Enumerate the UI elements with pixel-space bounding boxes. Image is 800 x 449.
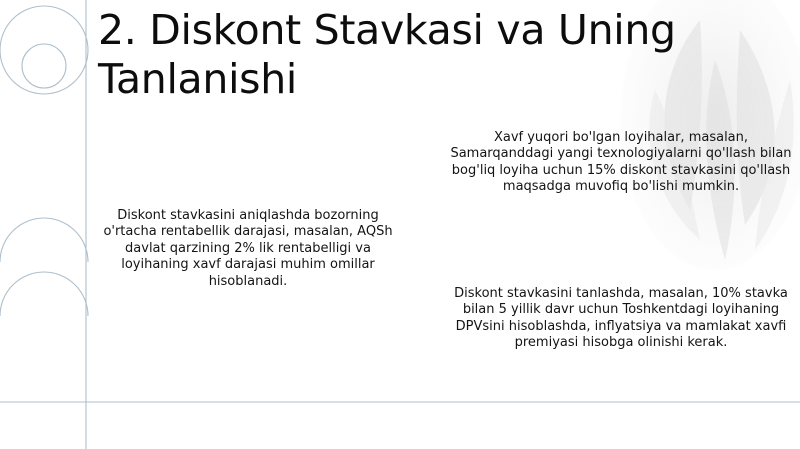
decorative-circle-large xyxy=(0,6,88,94)
decorative-arc-lower xyxy=(0,272,88,316)
paragraph-left: Diskont stavkasini aniqlashda bozorning o'rtacha rentabellik darajasi, masalan, AQSh davlat qarzining 2% lik rentabelligi va loyihaning xavf darajasi muhim omillar hisoblanadi. xyxy=(103,208,393,289)
paragraph-right-bottom: Diskont stavkasini tanlashda, masalan, 10% stavka bilan 5 yillik davr uchun Toshkentdagi loyihaning DPVsini hisoblashda, inflyatsiya va mamlakat xavfi premiyasi hisobga olinishi kerak. xyxy=(454,286,788,351)
paragraph-right-top: Xavf yuqori bo'lgan loyihalar, masalan, Samarqanddagi yangi texnologiyalarni qo'llash bilan bog'liq loyiha uchun 15% diskont stavkasini qo'llash maqsadga muvofiq bo'lishi mumkin. xyxy=(450,130,792,195)
decorative-arc-middle xyxy=(0,218,88,262)
decorative-circle-small xyxy=(22,44,66,88)
slide-title: 2. Diskont Stavkasi va Uning Tanlanishi xyxy=(98,6,676,103)
